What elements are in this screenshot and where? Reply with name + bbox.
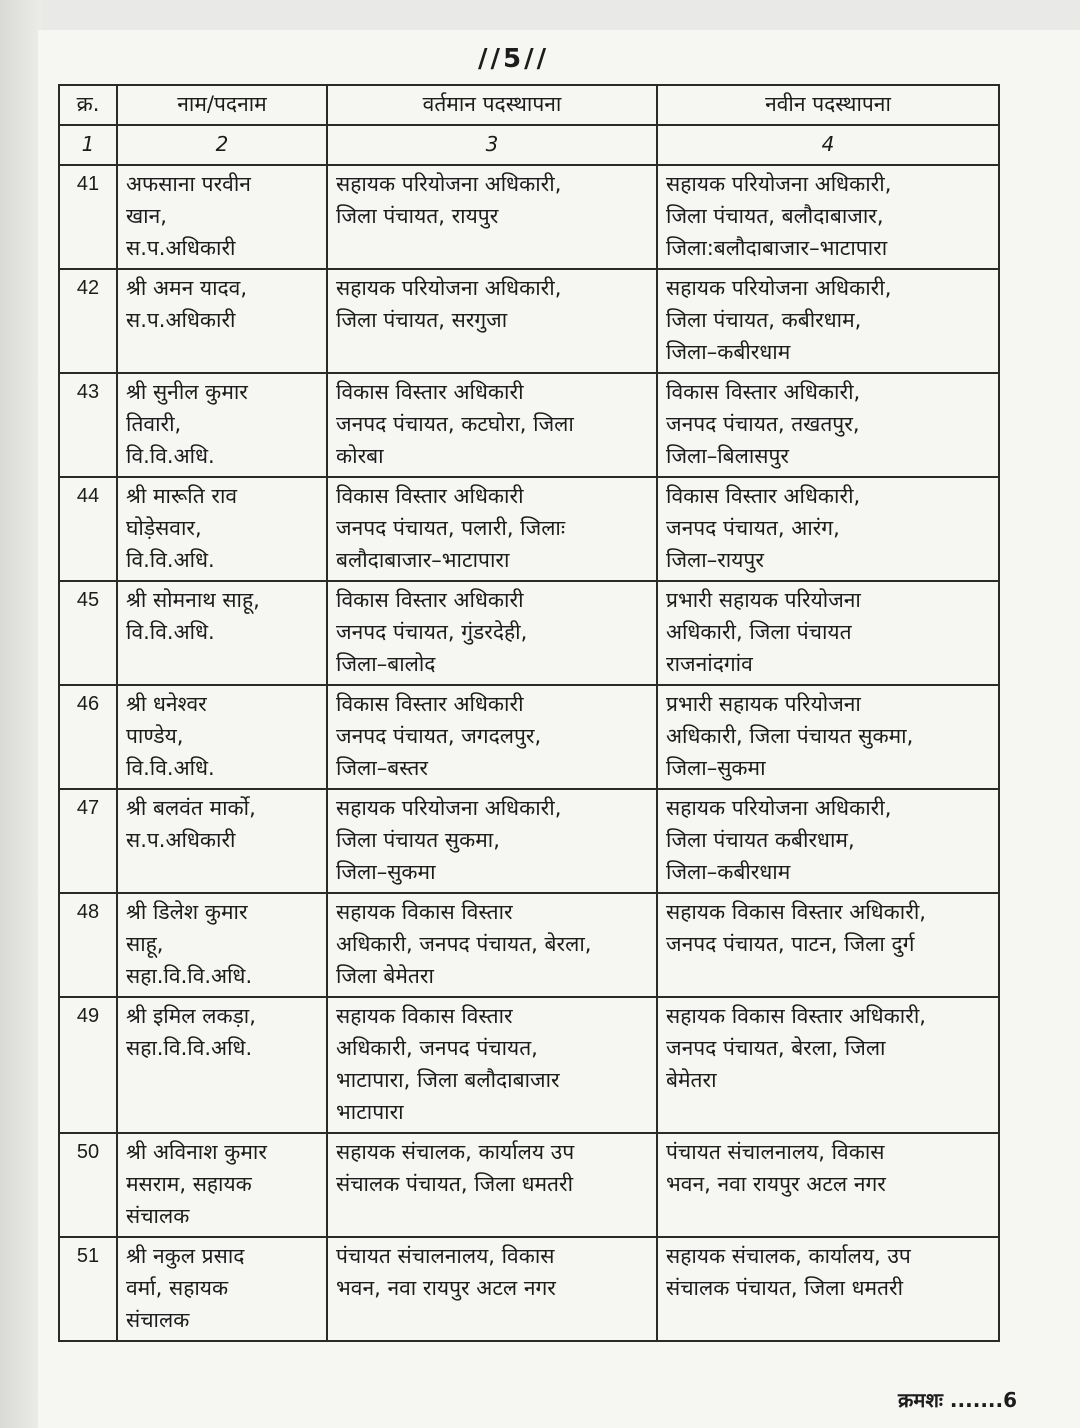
new-posting-cell: [657, 477, 999, 581]
cell-line: खान,: [126, 204, 167, 228]
cell-line: वि.वि.अधि.: [126, 548, 215, 572]
cell-line: सहायक संचालक, कार्यालय, उप: [666, 1244, 911, 1268]
table-row: [59, 165, 999, 269]
cell-line: वर्मा, सहायक: [126, 1276, 229, 1300]
name-designation-cell: [117, 1133, 327, 1237]
table-row: [59, 477, 999, 581]
serial-number-cell: 49: [59, 997, 117, 1133]
new-posting-cell: [657, 1237, 999, 1341]
cell-line: भाटापारा: [336, 1100, 404, 1124]
cell-line: जनपद पंचायत, बेरला, जिला: [666, 1036, 886, 1060]
current-posting-cell: [327, 789, 657, 893]
cell-line: जनपद पंचायत, जगदलपुर,: [336, 724, 542, 748]
name-designation-cell: [117, 997, 327, 1133]
header-current-posting: वर्तमान पदस्थापना: [327, 85, 657, 125]
cell-line: सहायक परियोजना अधिकारी,: [666, 276, 892, 300]
table-row: [59, 685, 999, 789]
cell-line: वि.वि.अधि.: [126, 620, 215, 644]
new-posting-cell: [657, 581, 999, 685]
cell-line: अधिकारी, जनपद पंचायत, बेरला,: [336, 932, 592, 956]
serial-number-cell: 45: [59, 581, 117, 685]
table-row: [59, 373, 999, 477]
cell-line: श्री इमिल लकड़ा,: [126, 1004, 256, 1028]
new-posting-cell: [657, 1133, 999, 1237]
name-designation-cell: [117, 1237, 327, 1341]
cell-line: जिला–सुकमा: [666, 756, 766, 780]
cell-line: स.प.अधिकारी: [126, 236, 236, 260]
cell-line: राजनांदगांव: [666, 652, 753, 676]
table-body: [59, 165, 999, 1341]
cell-line: पंचायत संचालनालय, विकास: [666, 1140, 885, 1164]
cell-line: श्री सुनील कुमार: [126, 380, 248, 404]
cell-line: श्री सोमनाथ साहू,: [126, 588, 260, 612]
cell-line: जिला–बिलासपुर: [666, 444, 790, 468]
header-serial: क्र.: [59, 85, 117, 125]
new-posting-cell: [657, 165, 999, 269]
cell-line: जिला पंचायत, सरगुजा: [336, 308, 508, 332]
current-posting-cell: [327, 581, 657, 685]
header-row: [59, 85, 999, 125]
table-row: [59, 893, 999, 997]
cell-line: जिला–कबीरधाम: [666, 860, 791, 884]
current-posting-cell: [327, 165, 657, 269]
cell-line: जिला–बस्तर: [336, 756, 428, 780]
name-designation-cell: [117, 685, 327, 789]
cell-line: श्री अमन यादव,: [126, 276, 248, 300]
cell-line: जिला:बलौदाबाजार–भाटापारा: [666, 236, 888, 260]
new-posting-cell: [657, 685, 999, 789]
name-designation-cell: [117, 269, 327, 373]
cell-line: जिला–बालोद: [336, 652, 436, 676]
column-number: 4: [657, 125, 999, 165]
column-number: 2: [117, 125, 327, 165]
serial-number-cell: 47: [59, 789, 117, 893]
cell-line: विकास विस्तार अधिकारी: [336, 588, 524, 612]
cell-line: सहायक विकास विस्तार अधिकारी,: [666, 900, 926, 924]
serial-number-cell: 44: [59, 477, 117, 581]
cell-line: भाटापारा, जिला बलौदाबाजार: [336, 1068, 560, 1092]
cell-line: जिला पंचायत, रायपुर: [336, 204, 499, 228]
cell-line: जनपद पंचायत, पाटन, जिला दुर्ग: [666, 932, 915, 956]
column-number-row: [59, 125, 999, 165]
cell-line: सहायक विकास विस्तार अधिकारी,: [666, 1004, 926, 1028]
cell-line: पाण्डेय,: [126, 724, 184, 748]
cell-line: जनपद पंचायत, तखतपुर,: [666, 412, 860, 436]
cell-line: श्री नकुल प्रसाद: [126, 1244, 245, 1268]
serial-number-cell: 50: [59, 1133, 117, 1237]
header-new-posting: नवीन पदस्थापना: [657, 85, 999, 125]
cell-line: सहायक परियोजना अधिकारी,: [336, 172, 562, 196]
serial-number-cell: 43: [59, 373, 117, 477]
new-posting-cell: [657, 373, 999, 477]
page-number: //5//: [478, 44, 550, 74]
cell-line: संचालक: [126, 1204, 190, 1228]
new-posting-cell: [657, 893, 999, 997]
name-designation-cell: [117, 477, 327, 581]
cell-line: सहायक परियोजना अधिकारी,: [666, 796, 892, 820]
cell-line: अधिकारी, जनपद पंचायत,: [336, 1036, 538, 1060]
cell-line: वि.वि.अधि.: [126, 756, 215, 780]
cell-line: सहायक विकास विस्तार: [336, 1004, 513, 1028]
current-posting-cell: [327, 1133, 657, 1237]
cell-line: सहायक संचालक, कार्यालय उप: [336, 1140, 575, 1164]
serial-number-cell: 46: [59, 685, 117, 789]
cell-line: जनपद पंचायत, पलारी, जिलाः: [336, 516, 566, 540]
name-designation-cell: [117, 373, 327, 477]
cell-line: जिला–रायपुर: [666, 548, 764, 572]
cell-line: विकास विस्तार अधिकारी: [336, 692, 524, 716]
name-designation-cell: [117, 581, 327, 685]
table-row: [59, 789, 999, 893]
column-number: 1: [59, 125, 117, 165]
serial-number-cell: 48: [59, 893, 117, 997]
cell-line: अधिकारी, जिला पंचायत सुकमा,: [666, 724, 914, 748]
name-designation-cell: [117, 789, 327, 893]
cell-line: पंचायत संचालनालय, विकास: [336, 1244, 555, 1268]
cell-line: बलौदाबाजार–भाटापारा: [336, 548, 510, 572]
name-designation-cell: [117, 893, 327, 997]
cell-line: श्री धनेश्वर: [126, 692, 207, 716]
cell-line: श्री बलवंत मार्को,: [126, 796, 256, 820]
cell-line: मसराम, सहायक: [126, 1172, 252, 1196]
cell-line: सहा.वि.वि.अधि.: [126, 1036, 253, 1060]
table-row: [59, 581, 999, 685]
cell-line: तिवारी,: [126, 412, 182, 436]
cell-line: बेमेतरा: [666, 1068, 717, 1092]
cell-line: श्री मारूति राव: [126, 484, 238, 508]
cell-line: श्री अविनाश कुमार: [126, 1140, 267, 1164]
cell-line: जिला पंचायत, बलौदाबाजार,: [666, 204, 884, 228]
cell-line: जिला पंचायत, कबीरधाम,: [666, 308, 862, 332]
cell-line: अधिकारी, जिला पंचायत: [666, 620, 852, 644]
serial-number-cell: 41: [59, 165, 117, 269]
cell-line: घोड़ेसवार,: [126, 516, 202, 540]
name-designation-cell: [117, 165, 327, 269]
cell-line: प्रभारी सहायक परियोजना: [666, 692, 861, 716]
current-posting-cell: [327, 1237, 657, 1341]
cell-line: विकास विस्तार अधिकारी,: [666, 380, 861, 404]
cell-line: जनपद पंचायत, आरंग,: [666, 516, 840, 540]
cell-line: स.प.अधिकारी: [126, 828, 236, 852]
cell-line: जिला–सुकमा: [336, 860, 436, 884]
scan-edge-shadow: [0, 0, 42, 1428]
cell-line: श्री डिलेश कुमार: [126, 900, 248, 924]
cell-line: संचालक: [126, 1308, 190, 1332]
cell-line: साहू,: [126, 932, 164, 956]
continued-note: क्रमशः .......6: [898, 1388, 1018, 1412]
new-posting-cell: [657, 997, 999, 1133]
cell-line: सहा.वि.वि.अधि.: [126, 964, 253, 988]
table-row: [59, 997, 999, 1133]
cell-line: भवन, नवा रायपुर अटल नगर: [336, 1276, 556, 1300]
cell-line: विकास विस्तार अधिकारी,: [666, 484, 861, 508]
cell-line: सहायक परियोजना अधिकारी,: [336, 796, 562, 820]
current-posting-cell: [327, 373, 657, 477]
cell-line: प्रभारी सहायक परियोजना: [666, 588, 861, 612]
cell-line: जनपद पंचायत, कटघोरा, जिला: [336, 412, 574, 436]
cell-line: कोरबा: [336, 444, 384, 468]
current-posting-cell: [327, 997, 657, 1133]
cell-line: स.प.अधिकारी: [126, 308, 236, 332]
current-posting-cell: [327, 685, 657, 789]
table-row: [59, 269, 999, 373]
cell-line: सहायक परियोजना अधिकारी,: [336, 276, 562, 300]
cell-line: जनपद पंचायत, गुंडरदेही,: [336, 620, 528, 644]
current-posting-cell: [327, 893, 657, 997]
serial-number-cell: 51: [59, 1237, 117, 1341]
cell-line: सहायक विकास विस्तार: [336, 900, 513, 924]
header-name: नाम/पदनाम: [117, 85, 327, 125]
serial-number-cell: 42: [59, 269, 117, 373]
cell-line: वि.वि.अधि.: [126, 444, 215, 468]
new-posting-cell: [657, 269, 999, 373]
cell-line: अफसाना परवीन: [126, 172, 251, 196]
cell-line: सहायक परियोजना अधिकारी,: [666, 172, 892, 196]
cell-line: विकास विस्तार अधिकारी: [336, 484, 524, 508]
current-posting-cell: [327, 477, 657, 581]
cell-line: जिला–कबीरधाम: [666, 340, 791, 364]
new-posting-cell: [657, 789, 999, 893]
table-row: [59, 1237, 999, 1341]
current-posting-cell: [327, 269, 657, 373]
cell-line: विकास विस्तार अधिकारी: [336, 380, 524, 404]
cell-line: जिला पंचायत सुकमा,: [336, 828, 500, 852]
cell-line: संचालक पंचायत, जिला धमतरी: [666, 1276, 904, 1300]
column-number: 3: [327, 125, 657, 165]
cell-line: संचालक पंचायत, जिला धमतरी: [336, 1172, 574, 1196]
cell-line: जिला पंचायत कबीरधाम,: [666, 828, 855, 852]
cell-line: भवन, नवा रायपुर अटल नगर: [666, 1172, 886, 1196]
table-row: [59, 1133, 999, 1237]
cell-line: जिला बेमेतरा: [336, 964, 434, 988]
postings-table: [58, 84, 1000, 1342]
